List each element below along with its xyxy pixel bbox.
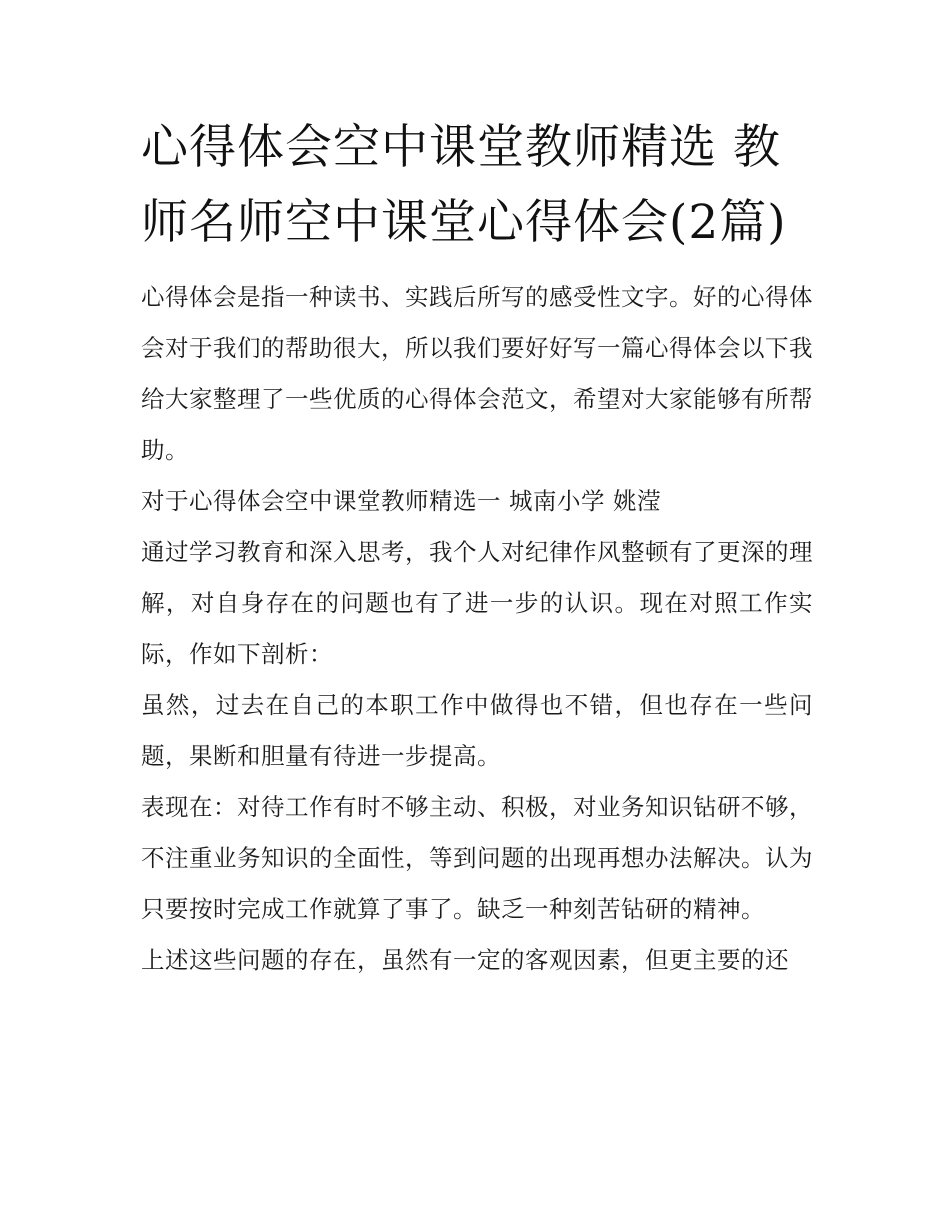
body-paragraph: 虽然，过去在自己的本职工作中做得也不错，但也存在一些问题，果断和胆量有待进一步提高。 (141, 691, 813, 770)
intro-paragraph: 心得体会是指一种读书、实践后所写的感受性文字。好的心得体会对于我们的帮助很大，所以我们要好好写一篇心得体会以下我给大家整理了一些优质的心得体会范文，希望对大家能够有所帮助。 (141, 283, 813, 464)
body-paragraph: 通过学习教育和深入思考，我个人对纪律作风整顿有了更深的理解，对自身存在的问题也有了进一步的认识。现在对照工作实际，作如下剖析： (141, 538, 813, 668)
section-heading: 对于心得体会空中课堂教师精选一 城南小学 姚滢 (141, 487, 661, 515)
document-title: 心得体会空中课堂教师精选 教师名师空中课堂心得体会(2篇) (141, 120, 787, 250)
document-page (141, 110, 813, 986)
body-paragraph: 表现在：对待工作有时不够主动、积极，对业务知识钻研不够，不注重业务知识的全面性，等到问题的出现再想办法解决。认为只要按时完成工作就算了事了。缺乏一种刻苦钻研的精神。 (141, 793, 813, 923)
body-paragraph: 上述这些问题的存在，虽然有一定的客观因素，但更主要的还 (141, 946, 789, 974)
